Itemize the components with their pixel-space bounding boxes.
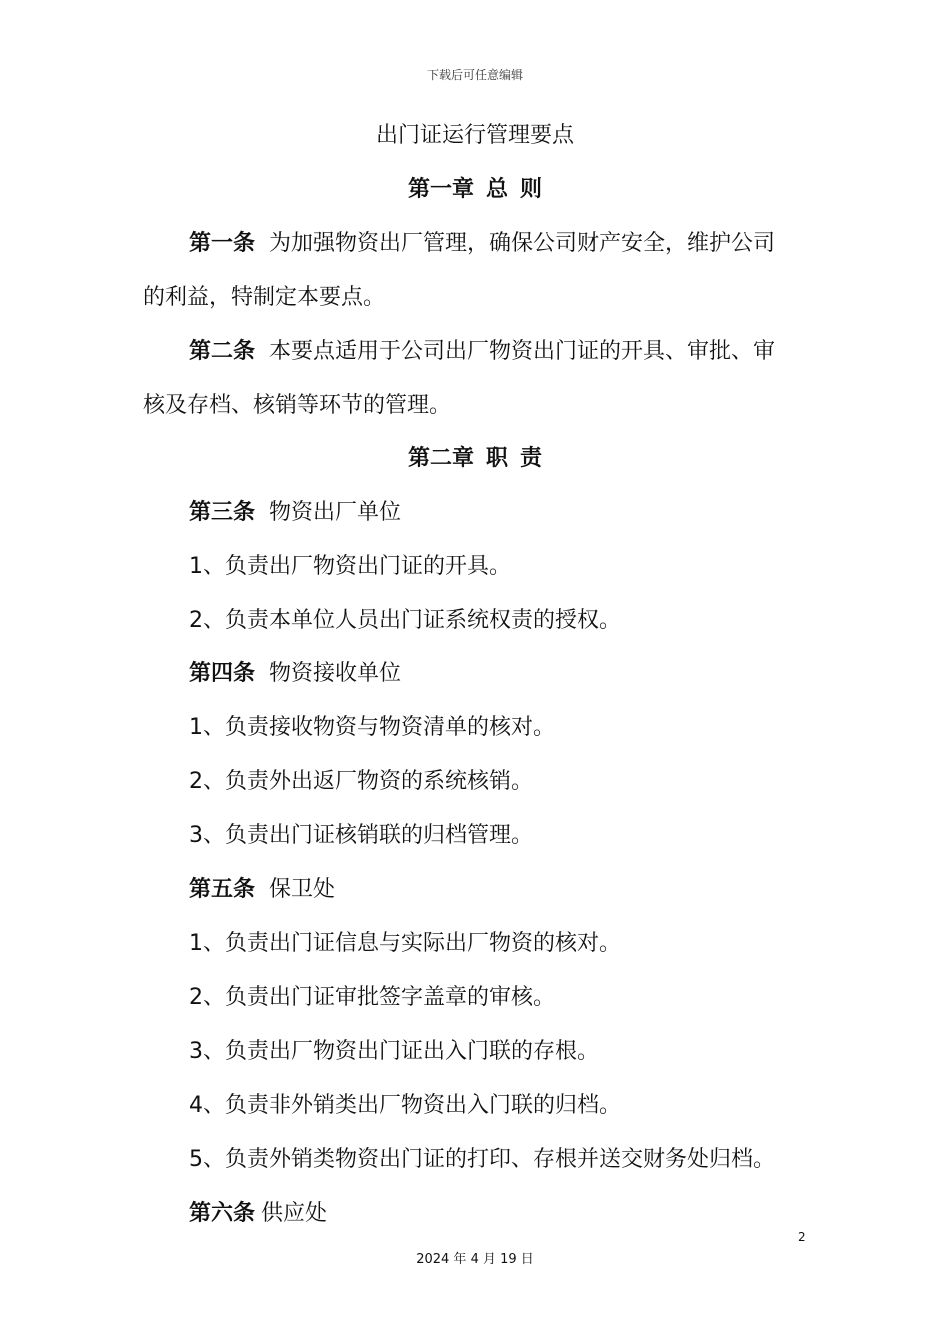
list-item: 4、负责非外销类出厂物资出入门联的归档。 (189, 1093, 621, 1118)
article-4: 第四条 物资接收单位 (189, 661, 402, 686)
article-3: 第三条 物资出厂单位 (189, 500, 402, 525)
page-number: 2 (798, 1230, 806, 1244)
article-2-continued: 核及存档、核销等环节的管理。 (143, 393, 452, 418)
document-title: 出门证运行管理要点 (375, 123, 574, 148)
article-5: 第五条 保卫处 (189, 877, 336, 902)
list-item: 1、负责接收物资与物资清单的核对。 (189, 715, 555, 740)
list-item: 3、负责出厂物资出门证出入门联的存根。 (189, 1039, 599, 1064)
article-2: 第二条 本要点适用于公司出厂物资出门证的开具、审批、审 (189, 339, 776, 364)
list-item: 2、负责外出返厂物资的系统核销。 (189, 769, 533, 794)
chapter-1-heading: 第一章 总 则 (407, 177, 543, 202)
chapter-2-heading: 第二章 职 责 (407, 446, 543, 471)
article-1: 第一条 为加强物资出厂管理，确保公司财产安全，维护公司 (189, 231, 776, 256)
article-1-continued: 的利益，特制定本要点。 (143, 285, 386, 310)
list-item: 2、负责出门证审批签字盖章的审核。 (189, 985, 555, 1010)
list-item: 5、负责外销类物资出门证的打印、存根并送交财务处归档。 (189, 1147, 775, 1172)
footer-date: 2024 年 4 月 19 日 (416, 1252, 534, 1267)
list-item: 2、负责本单位人员出门证系统权责的授权。 (189, 608, 621, 633)
list-item: 1、负责出门证信息与实际出厂物资的核对。 (189, 931, 621, 956)
article-6: 第六条 供应处 (189, 1201, 328, 1226)
list-item: 1、负责出厂物资出门证的开具。 (189, 554, 511, 579)
page-header: 下载后可任意编辑 (426, 68, 523, 82)
list-item: 3、负责出门证核销联的归档管理。 (189, 823, 533, 848)
